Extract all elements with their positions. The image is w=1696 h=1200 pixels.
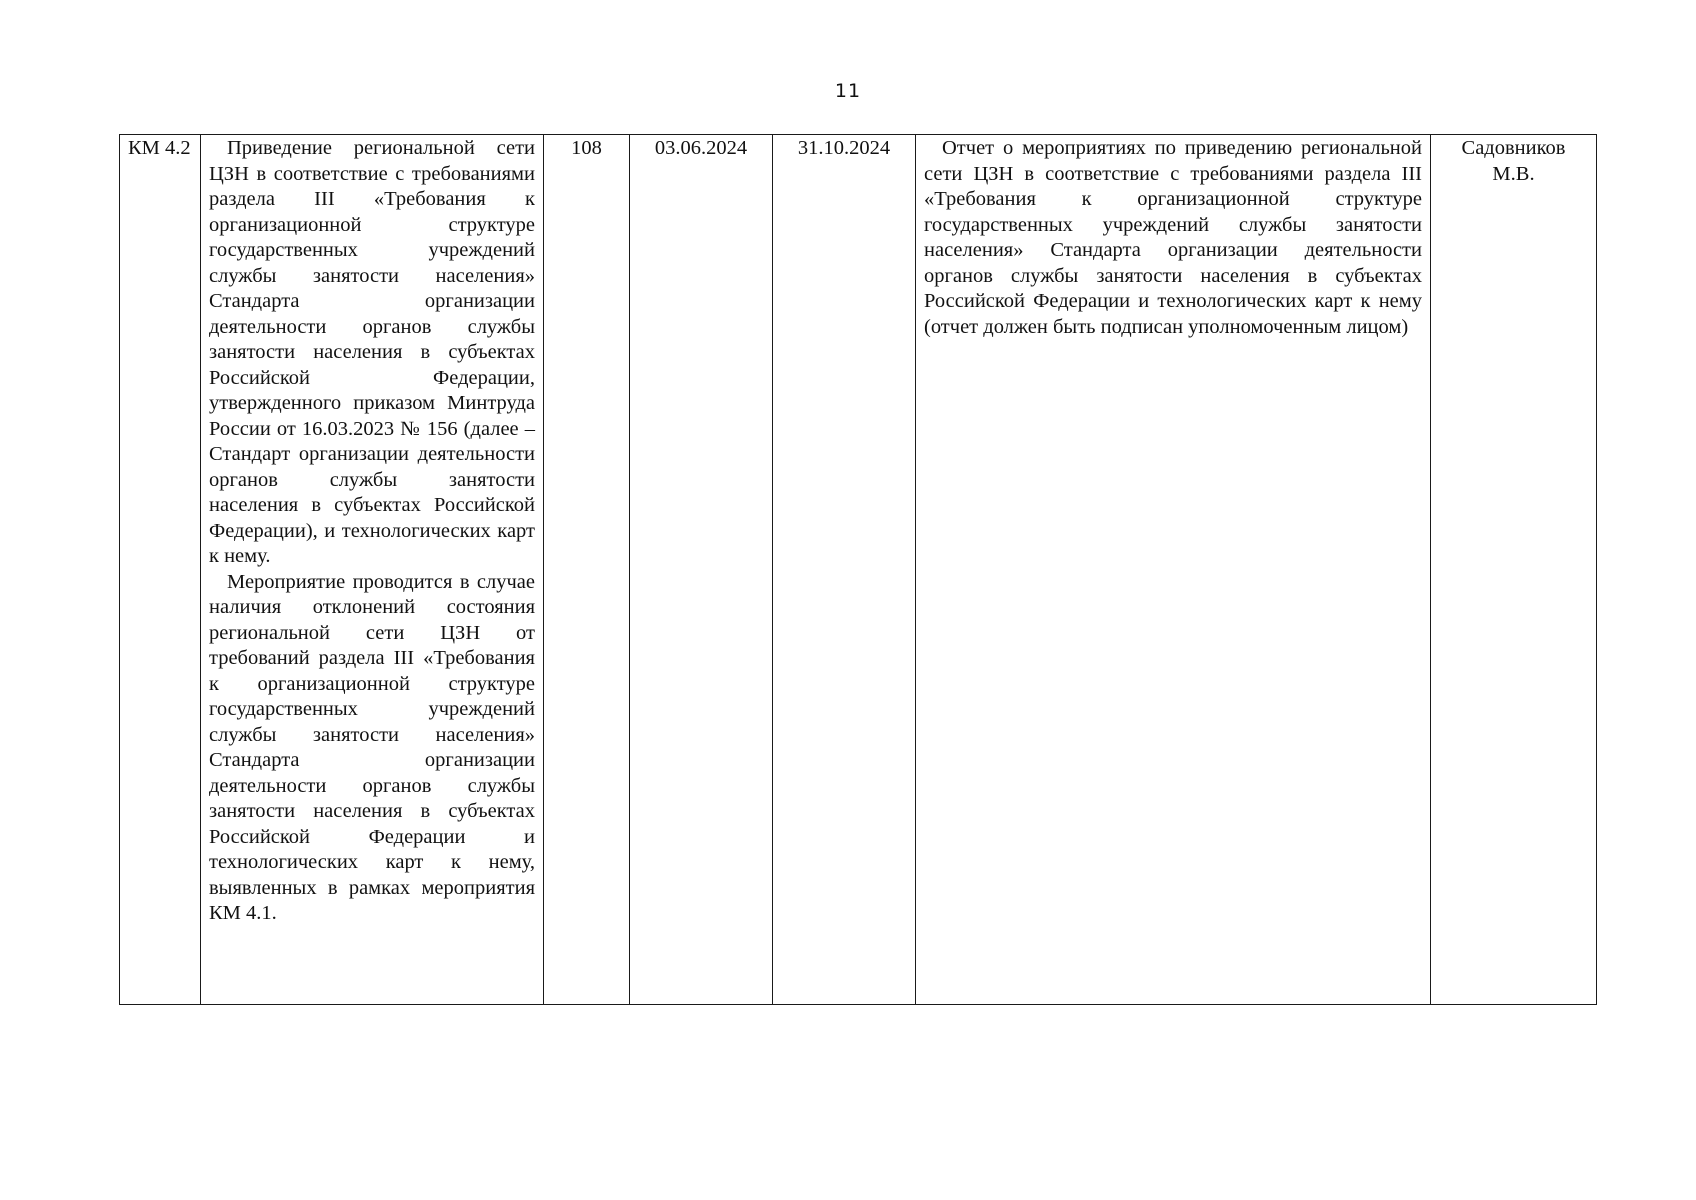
activity-number: 108 [571, 137, 602, 159]
responsible-cell [1431, 135, 1597, 1005]
start-date-cell [630, 135, 773, 1005]
activity-description-paragraph: Приведение региональной сети ЦЗН в соответствие с требованиями раздела III «Требования к организационной структуре государственных учреждений службы занятости населения» Стандарта организации деятельности органов службы занятости населения в субъектах Российской Федерации, утвержденного приказом Минтруда России от 16.03.2023 № 156 (далее – Стандарт организации деятельности органов службы занятости населения в субъектах Российской Федерации), и технологических карт к нему. [209, 137, 535, 567]
report-cell [916, 135, 1431, 1005]
responsible-person: Садовников М.В. [1461, 137, 1566, 185]
report-text: Отчет о мероприятиях по приведению региональной сети ЦЗН в соответствие с требованиями раздела III «Требования к организационной структуре государственных учреждений службы занятости населения» Стандарта организации деятельности органов службы занятости населения в субъектах Российской Федерации и технологических карт к нему (отчет должен быть подписан уполномоченным лицом) [924, 137, 1422, 338]
start-date: 03.06.2024 [654, 137, 748, 159]
activity-number-cell [544, 135, 630, 1005]
activity-code: КМ 4.2 [128, 137, 191, 159]
activity-table [119, 134, 1597, 1005]
activity-description-paragraph: Мероприятие проводится в случае наличия отклонений состояния региональной сети ЦЗН от требований раздела III «Требования к организационной структуре государственных учреждений службы занятости населения» Стандарта организации деятельности органов службы занятости населения в субъектах Российской Федерации и технологических карт к нему, выявленных в рамках мероприятия КМ 4.1. [209, 570, 535, 924]
table-row [120, 135, 1597, 1005]
end-date: 31.10.2024 [797, 137, 891, 159]
page-number: 11 [834, 80, 862, 102]
end-date-cell [773, 135, 916, 1005]
activity-description-cell [201, 135, 544, 1005]
activity-code-cell [120, 135, 201, 1005]
